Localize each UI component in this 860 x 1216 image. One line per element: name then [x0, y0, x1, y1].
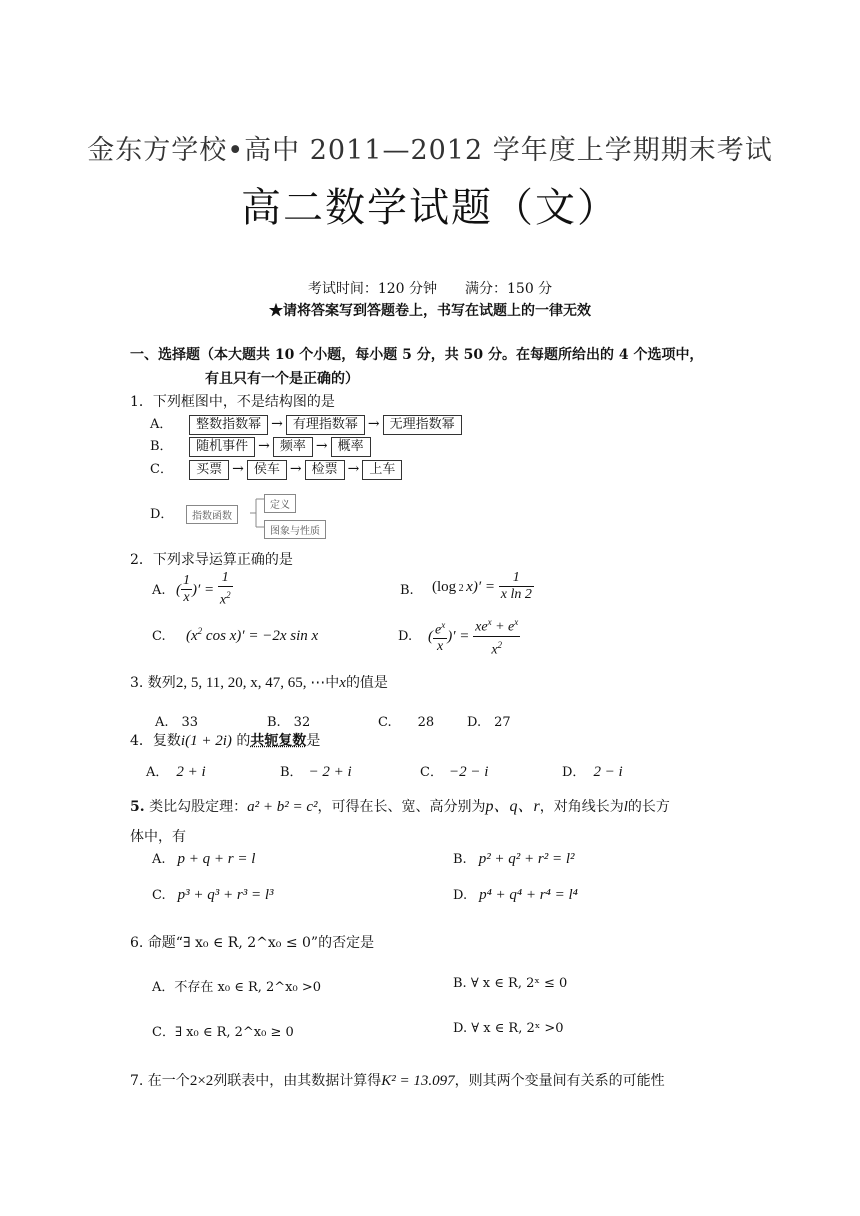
- q7-stem-text: 7. 在一个: [130, 1073, 190, 1089]
- q2-option-b-label: B.: [400, 583, 414, 598]
- option-label: B.: [453, 976, 467, 991]
- q7-stem: [130, 1070, 665, 1090]
- exam-notice: ★请将答案写到答题卷上，书写在试题上的一律无效: [269, 303, 591, 319]
- option-label: C．: [152, 1025, 175, 1040]
- q1-option-c: [150, 458, 402, 480]
- option-label: A．: [150, 417, 173, 432]
- option-label: D.: [453, 1021, 468, 1036]
- exam-title: 高二数学试题（文）: [241, 185, 619, 231]
- q4-stem-suffix: 是: [306, 733, 321, 749]
- q1-option-a: [150, 413, 462, 435]
- q7-table-size: 2×2: [189, 1073, 214, 1089]
- option-label: A．: [152, 980, 175, 995]
- q5-variables: p、q、r: [485, 798, 540, 815]
- option-value: 2 + i: [176, 764, 206, 780]
- q5-stem-cont: 体中，有: [130, 829, 186, 845]
- arrow-icon: →: [289, 461, 302, 477]
- q5-stem-text: 的长方: [627, 799, 670, 815]
- q6-option-a: [152, 976, 321, 995]
- q4-keyword: 共轭复数: [250, 733, 307, 749]
- section-heading-cont: 有且只有一个是正确的）: [205, 371, 359, 387]
- q4-stem: [130, 730, 320, 750]
- q4-option-d: [562, 761, 623, 781]
- q3-option-d: D. 27: [467, 715, 511, 730]
- q3-stem-prefix: 3. 数列: [130, 675, 176, 691]
- q3-option-a: A. 33: [155, 715, 199, 730]
- q2-option-b-formula: (log 2 x)′ = $\frac{1}{\text{x ln 2}}$: [432, 570, 532, 602]
- option-value: p + q + r = l: [177, 851, 256, 867]
- q1-stem: 1．下列框图中，不是结构图的是: [130, 394, 335, 410]
- q3-option-b: B. 32: [267, 715, 311, 730]
- option-label: C.: [152, 888, 166, 903]
- option-value: − 2 + i: [308, 764, 352, 780]
- diagram-box: 检票: [305, 460, 345, 480]
- diagram-box: 指数函数: [186, 505, 238, 524]
- q3-sequence: 2, 5, 11, 20, x, 47, 65, ⋯: [175, 675, 326, 691]
- option-label: D．: [562, 765, 586, 780]
- arrow-icon: →: [315, 438, 328, 454]
- q7-stem-text: ，则其两个变量间有关系的可能性: [454, 1073, 665, 1089]
- option-value: p² + q² + r² = l²: [478, 851, 575, 867]
- q5-option-d: [453, 887, 578, 904]
- arrow-icon: →: [367, 416, 380, 432]
- q1-option-d-label: D．: [150, 507, 174, 522]
- diagram-box: 买票: [189, 460, 229, 480]
- option-label: B．: [150, 439, 173, 454]
- arrow-icon: →: [347, 461, 360, 477]
- option-label: D.: [453, 888, 468, 903]
- q2-option-a-formula: ( $\frac{1}{x}$ )′ = $\frac{1}{x^2}$: [176, 570, 231, 608]
- option-label: B.: [453, 852, 467, 867]
- q4-option-b: [280, 761, 352, 781]
- option-label: A．: [146, 765, 169, 780]
- q6-option-d: [453, 1021, 564, 1036]
- arrow-icon: →: [271, 416, 283, 432]
- q6-stem: 6. 命题“∃ x₀ ∈ R, 2^x₀ ≤ 0”的否定是: [130, 935, 375, 951]
- q3-stem: [130, 672, 388, 692]
- option-label: C．: [150, 462, 173, 477]
- q2-option-d-formula: ( $\frac{e^x}{x}$ )′ = $\frac{xe^x + e^x}{x^2}$: [428, 614, 520, 658]
- q4-stem-mid: 的: [236, 733, 251, 749]
- option-value: ∀ x ∈ R, 2ˣ ≤ 0: [470, 976, 568, 991]
- q1-option-d-root: [186, 504, 238, 524]
- q4-stem-prefix: 4．复数: [130, 733, 181, 749]
- option-value: p³ + q³ + r³ = l³: [177, 887, 274, 903]
- q5-stem-text: ，可得在长、宽、高分别为: [317, 799, 486, 815]
- tree-connector-icon: [250, 492, 264, 534]
- arrow-icon: →: [232, 461, 244, 477]
- q4-expression: i(1 + 2i): [180, 733, 232, 749]
- option-label: B．: [280, 765, 303, 780]
- option-value: ∃ x₀ ∈ R, 2^x₀ ≥ 0: [174, 1025, 294, 1040]
- diagram-box: 上车: [362, 460, 402, 480]
- q3-stem-suffix: 的值是: [345, 675, 388, 691]
- q7-stem-text: 列联表中，由其数据计算得: [213, 1073, 382, 1089]
- q4-option-a: [146, 761, 206, 781]
- arrow-icon: →: [258, 438, 270, 454]
- q5-option-b: [453, 851, 575, 868]
- option-value: 2 − i: [593, 764, 623, 780]
- option-label: A.: [152, 852, 166, 867]
- q2-option-c-label: C.: [152, 629, 166, 644]
- q3-variable: x: [339, 675, 346, 691]
- q6-option-c: [152, 1021, 294, 1040]
- q5-option-c: [152, 887, 273, 904]
- q7-statistic: K² = 13.097: [381, 1073, 455, 1089]
- q2-option-d-label: D.: [398, 629, 413, 644]
- option-value: p⁴ + q⁴ + r⁴ = l⁴: [479, 887, 578, 903]
- option-value: −2 − i: [448, 764, 489, 780]
- q2-option-a-label: A.: [152, 583, 166, 598]
- diagram-box: 无理指数幂: [383, 415, 462, 435]
- q5-stem-text: 类比勾股定理：: [149, 799, 248, 815]
- q5-formula: a² + b² = c²: [247, 799, 318, 815]
- diagram-box: 概率: [331, 437, 371, 457]
- diagram-box: 侯车: [247, 460, 287, 480]
- option-value: ∀ x ∈ R, 2ˣ >0: [471, 1021, 564, 1036]
- q1-branch-definition: [264, 493, 296, 513]
- q5-stem-text: ，对角线长为: [539, 799, 624, 815]
- q5-number: 5.: [130, 799, 145, 815]
- school-header: 金东方学校•高中 2011—2012 学年度上学期期末考试: [87, 135, 773, 166]
- section-heading: 一、选择题（本大题共 10 个小题，每小题 5 分，共 50 分。在每题所给出的 4 个选项中，: [130, 347, 704, 363]
- diagram-box: 频率: [273, 437, 313, 457]
- option-label: C．: [420, 765, 443, 780]
- q5-stem: [130, 793, 670, 816]
- diagram-box: 定义: [264, 494, 296, 513]
- q1-branch-graph: [264, 519, 326, 539]
- q5-variable-l: l: [623, 799, 628, 815]
- q3-option-c: C. 28: [378, 715, 435, 730]
- q1-option-b: [150, 435, 371, 457]
- q5-option-a: [152, 851, 255, 868]
- diagram-box: 图象与性质: [264, 520, 326, 539]
- q3-stem-mid: 中: [325, 675, 340, 691]
- option-value: 不存在 x₀ ∈ R, 2^x₀ >0: [174, 980, 322, 995]
- q2-stem: 2．下列求导运算正确的是: [130, 552, 293, 568]
- q6-option-b: [453, 976, 567, 991]
- q4-option-c: [420, 761, 488, 781]
- diagram-box: 有理指数幂: [286, 415, 365, 435]
- diagram-box: 整数指数幂: [189, 415, 268, 435]
- diagram-box: 随机事件: [189, 437, 255, 457]
- q2-option-c-formula: ($x^2$ cos x)′ = −2x sin x: [186, 626, 319, 644]
- exam-meta: 考试时间：120 分钟 满分：150 分: [307, 281, 553, 297]
